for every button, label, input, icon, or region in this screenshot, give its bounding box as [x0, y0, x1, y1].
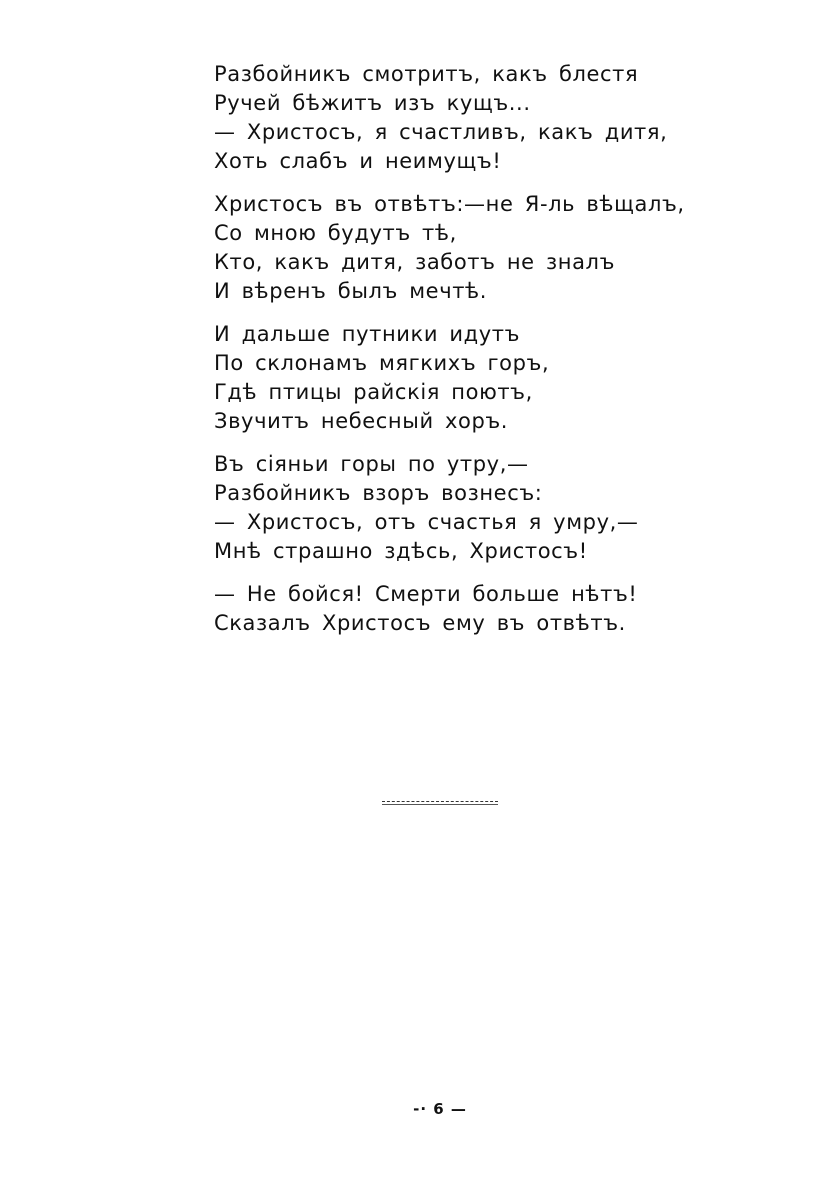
poem: [214, 60, 814, 652]
poem-line: Сказалъ Христосъ ему въ отвѣтъ.: [214, 611, 626, 635]
poem-line: Со мною будутъ тѣ,: [214, 221, 457, 245]
poem-line: По склонамъ мягкихъ горъ,: [214, 351, 550, 375]
poem-line: Ручей бѣжитъ изъ кущъ...: [214, 91, 531, 115]
poem-line: Христосъ въ отвѣтъ:—не Я-ль вѣщалъ,: [214, 192, 685, 216]
poem-line: — Не бойся! Смерти больше нѣтъ!: [214, 582, 638, 606]
poem-line: И дальше путники идутъ: [214, 322, 521, 346]
poem-line: Мнѣ страшно здѣсь, Христосъ!: [214, 539, 588, 563]
stanza-2: [214, 190, 814, 306]
poem-line: Кто, какъ дитя, заботъ не зналъ: [214, 250, 616, 274]
stanza-1: [214, 60, 814, 176]
poem-line: Гдѣ птицы райскія поютъ,: [214, 380, 533, 404]
poem-line: Хоть слабъ и неимущъ!: [214, 149, 502, 173]
poem-line: Звучитъ небесный хоръ.: [214, 409, 509, 433]
stanza-3: [214, 320, 814, 436]
page-number: -· 6 —: [413, 1100, 467, 1118]
poem-line: И вѣренъ былъ мечтѣ.: [214, 279, 488, 303]
poem-line: Въ сіяньи горы по утру,—: [214, 452, 529, 476]
divider-ornament: [382, 801, 498, 805]
poem-line: Разбойникъ взоръ вознесъ:: [214, 481, 543, 505]
stanza-4: [214, 450, 814, 566]
poem-line: Разбойникъ смотритъ, какъ блестя: [214, 62, 639, 86]
poem-line: — Христосъ, я счастливъ, какъ дитя,: [214, 120, 668, 144]
poem-line: — Христосъ, отъ счастья я умру,—: [214, 510, 639, 534]
stanza-5: [214, 580, 814, 638]
